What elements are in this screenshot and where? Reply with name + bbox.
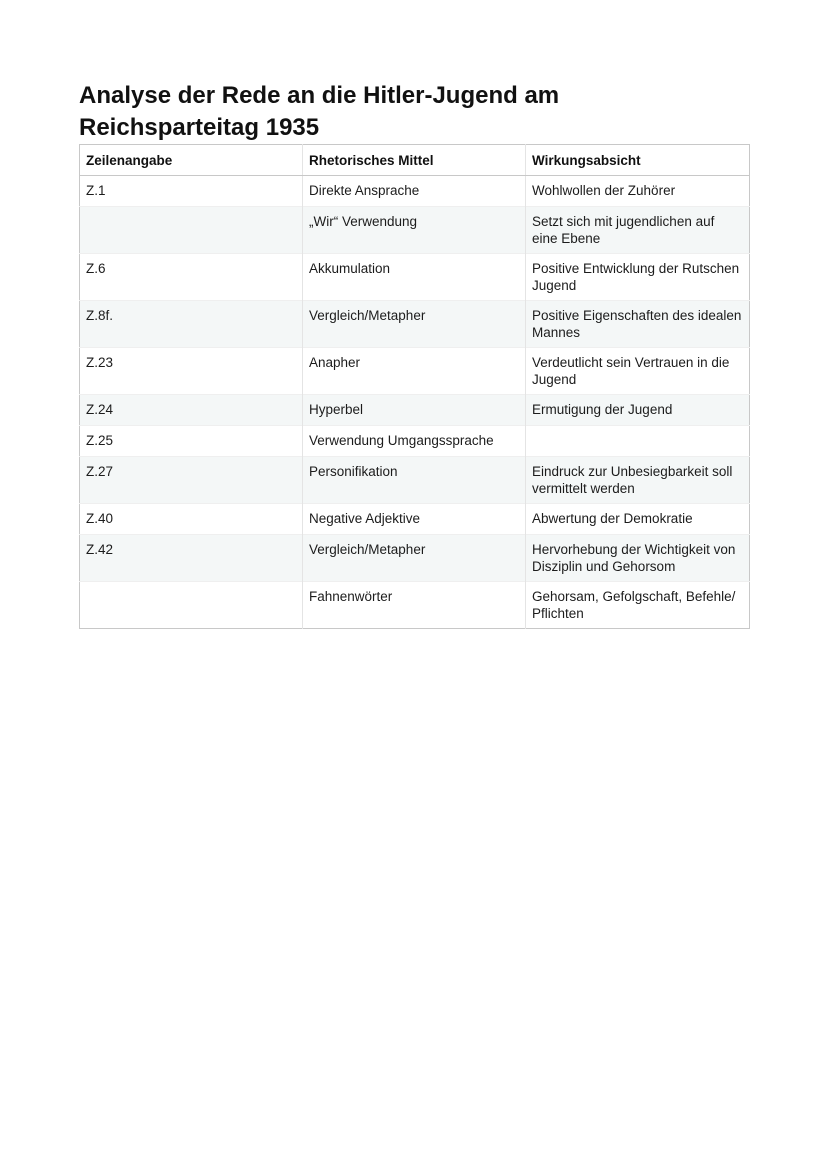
header-wirkungsabsicht: Wirkungsabsicht bbox=[526, 145, 750, 176]
cell-rhetorisches-mittel: Negative Adjektive bbox=[303, 504, 526, 535]
cell-zeilenangabe: Z.1 bbox=[80, 176, 303, 207]
header-rhetorisches-mittel: Rhetorisches Mittel bbox=[303, 145, 526, 176]
table-row bbox=[80, 504, 750, 535]
cell-zeilenangabe: Z.42 bbox=[80, 535, 303, 582]
cell-zeilenangabe: Z.8f. bbox=[80, 301, 303, 348]
cell-rhetorisches-mittel: Vergleich/Metapher bbox=[303, 535, 526, 582]
cell-wirkungsabsicht: Positive Entwicklung der Rutschen Jugend bbox=[526, 254, 750, 301]
cell-zeilenangabe: Z.6 bbox=[80, 254, 303, 301]
cell-wirkungsabsicht: Eindruck zur Unbesiegbarkeit soll vermittelt werden bbox=[526, 457, 750, 504]
cell-wirkungsabsicht: Positive Eigenschaften des idealen Mannes bbox=[526, 301, 750, 348]
cell-zeilenangabe: Z.25 bbox=[80, 426, 303, 457]
cell-wirkungsabsicht: Gehorsam, Gefolgschaft, Befehle/ Pflichten bbox=[526, 582, 750, 629]
analysis-table bbox=[79, 144, 750, 629]
cell-wirkungsabsicht bbox=[526, 426, 750, 457]
table-header-row bbox=[80, 145, 750, 176]
table-row bbox=[80, 207, 750, 254]
cell-wirkungsabsicht: Abwertung der Demokratie bbox=[526, 504, 750, 535]
cell-rhetorisches-mittel: Hyperbel bbox=[303, 395, 526, 426]
cell-zeilenangabe: Z.27 bbox=[80, 457, 303, 504]
header-zeilenangabe: Zeilenangabe bbox=[80, 145, 303, 176]
table-row bbox=[80, 395, 750, 426]
cell-rhetorisches-mittel: Direkte Ansprache bbox=[303, 176, 526, 207]
page-title: Analyse der Rede an die Hitler-Jugend am Reichsparteitag 1935 bbox=[79, 82, 560, 141]
cell-rhetorisches-mittel: Vergleich/Metapher bbox=[303, 301, 526, 348]
table-row bbox=[80, 254, 750, 301]
cell-rhetorisches-mittel: Personifikation bbox=[303, 457, 526, 504]
cell-wirkungsabsicht: Setzt sich mit jugendlichen auf eine Ebene bbox=[526, 207, 750, 254]
table-row bbox=[80, 457, 750, 504]
cell-zeilenangabe: Z.24 bbox=[80, 395, 303, 426]
cell-wirkungsabsicht: Wohlwollen der Zuhörer bbox=[532, 183, 676, 198]
table-row bbox=[80, 301, 750, 348]
cell-wirkungsabsicht: Ermutigung der Jugend bbox=[526, 395, 750, 426]
cell-zeilenangabe bbox=[80, 582, 303, 629]
cell-zeilenangabe bbox=[80, 207, 303, 254]
cell-rhetorisches-mittel: Fahnenwörter bbox=[303, 582, 526, 629]
cell-zeilenangabe: Z.23 bbox=[80, 348, 303, 395]
cell-zeilenangabe: Z.40 bbox=[80, 504, 303, 535]
cell-rhetorisches-mittel: Anapher bbox=[303, 348, 526, 395]
table-row bbox=[80, 582, 750, 629]
table-row bbox=[80, 535, 750, 582]
table-row bbox=[80, 176, 750, 207]
cell-rhetorisches-mittel: Akkumulation bbox=[303, 254, 526, 301]
cell-rhetorisches-mittel: „Wir“ Verwendung bbox=[303, 207, 526, 254]
cell-wirkungsabsicht: Verdeutlicht sein Vertrauen in die Jugend bbox=[526, 348, 750, 395]
table-row bbox=[80, 348, 750, 395]
cell-rhetorisches-mittel: Verwendung Umgangssprache bbox=[303, 426, 526, 457]
cell-wirkungsabsicht: Hervorhebung der Wichtigkeit von Disziplin und Gehorsom bbox=[526, 535, 750, 582]
table-row bbox=[80, 426, 750, 457]
